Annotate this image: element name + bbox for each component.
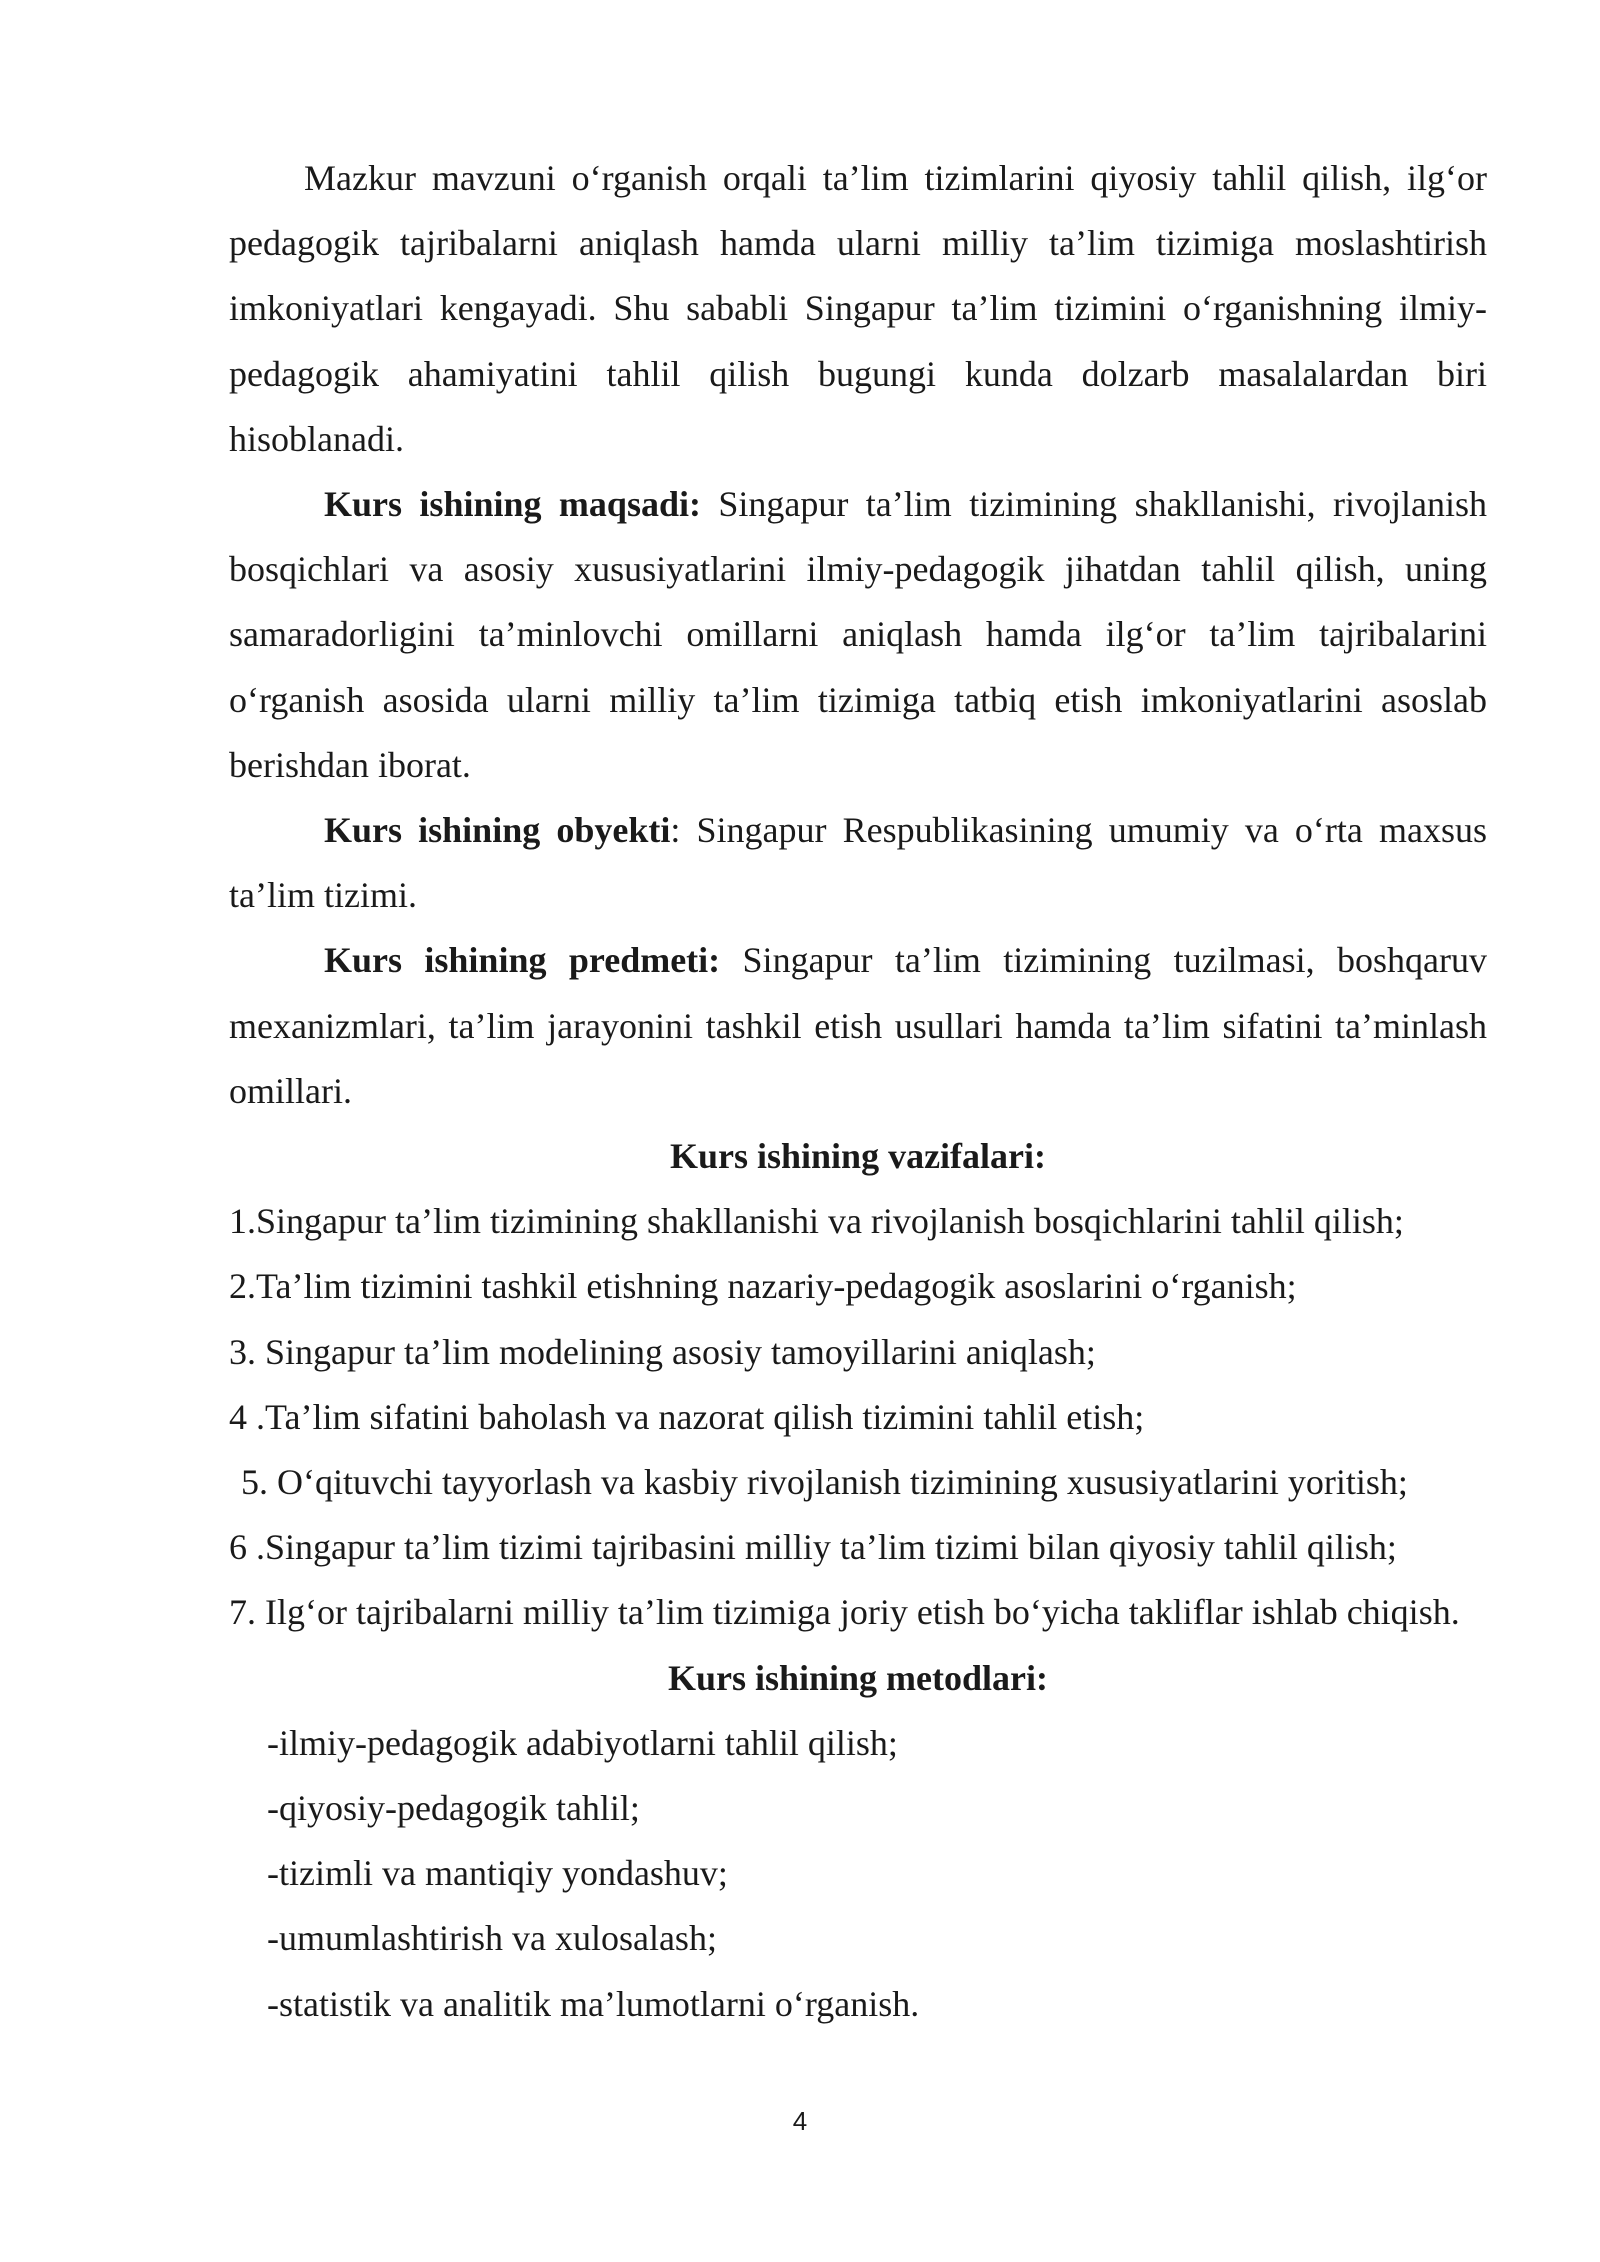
object-paragraph	[229, 798, 1487, 928]
task-item: 3. Singapur ta’lim modelining asosiy tamoyillarini aniqlash;	[229, 1331, 1096, 1372]
methods-list	[229, 1711, 1487, 2037]
method-item: -qiyosiy-pedagogik tahlil;	[267, 1788, 640, 1829]
subject-label: Kurs ishining predmeti:	[324, 940, 721, 981]
task-item: 1.Singapur ta’lim tizimining shakllanishi va rivojlanish bosqichlarini tahlil qilish;	[229, 1201, 1404, 1242]
intro-paragraph: Mazkur mavzuni o‘rganish orqali ta’lim tizimlarini qiyosiy tahlil qilish, ilg‘or pedagogik tajribalarni aniqlash hamda ularni milliy ta’lim tizimiga moslashtirish imkoniyatlari kengayadi. Shu sababli Singapur ta’lim tizimini o‘rganishning ilmiy-pedagogik ahamiyatini tahlil qilish bugungi kunda dolzarb masalalardan biri hisoblanadi.	[229, 158, 1487, 459]
object-label: Kurs ishining obyekti	[324, 810, 671, 851]
goal-label: Kurs ishining maqsadi:	[324, 484, 701, 525]
method-item: -tizimli va mantiqiy yondashuv;	[267, 1853, 728, 1894]
method-item: -umumlashtirish va xulosalash;	[267, 1918, 717, 1959]
goal-text: Singapur ta’lim tizimining shakllanishi, rivojlanish bosqichlari va asosiy xususiyatlarini ilmiy-pedagogik jihatdan tahlil qilish, uning samaradorligini ta’minlovchi omillarni aniqlash hamda ilg‘or ta’lim tajribalarini o‘rganish asosida ularni milliy ta’lim tizimiga tatbiq etish imkoniyatlarini asoslab berishdan iborat.	[229, 484, 1487, 785]
subject-text: Singapur ta’lim tizimining tuzilmasi, boshqaruv mexanizmlari, ta’lim jarayonini tashkil etish usullari hamda ta’lim sifatini ta’minlash omillari.	[229, 940, 1487, 1111]
methods-heading: Kurs ishining metodlari:	[667, 1657, 1049, 1698]
goal-paragraph	[229, 472, 1487, 798]
subject-paragraph	[229, 928, 1487, 1124]
tasks-list	[229, 1189, 1487, 1645]
task-item: 5. O‘qituvchi tayyorlash va kasbiy rivojlanish tizimining xususiyatlarini yoritish;	[241, 1462, 1408, 1503]
document-page	[229, 146, 1487, 2037]
method-item: -statistik va analitik ma’lumotlarni o‘rganish.	[267, 1983, 920, 2024]
object-text: : Singapur Respublikasining umumiy va o‘rta maxsus ta’lim tizimi.	[229, 810, 1487, 916]
page-number: 4	[792, 2106, 808, 2136]
task-item: 7. Ilg‘or tajribalarni milliy ta’lim tizimiga joriy etish bo‘yicha takliflar ishlab chiqish.	[229, 1592, 1460, 1633]
method-item: -ilmiy-pedagogik adabiyotlarni tahlil qilish;	[267, 1722, 898, 1763]
task-item: 2.Ta’lim tizimini tashkil etishning nazariy-pedagogik asoslarini o‘rganish;	[229, 1266, 1297, 1307]
task-item: 4 .Ta’lim sifatini baholash va nazorat qilish tizimini tahlil etish;	[229, 1396, 1145, 1437]
task-item: 6 .Singapur ta’lim tizimi tajribasini milliy ta’lim tizimi bilan qiyosiy tahlil qilish;	[229, 1527, 1397, 1568]
tasks-heading: Kurs ishining vazifalari:	[669, 1136, 1047, 1177]
